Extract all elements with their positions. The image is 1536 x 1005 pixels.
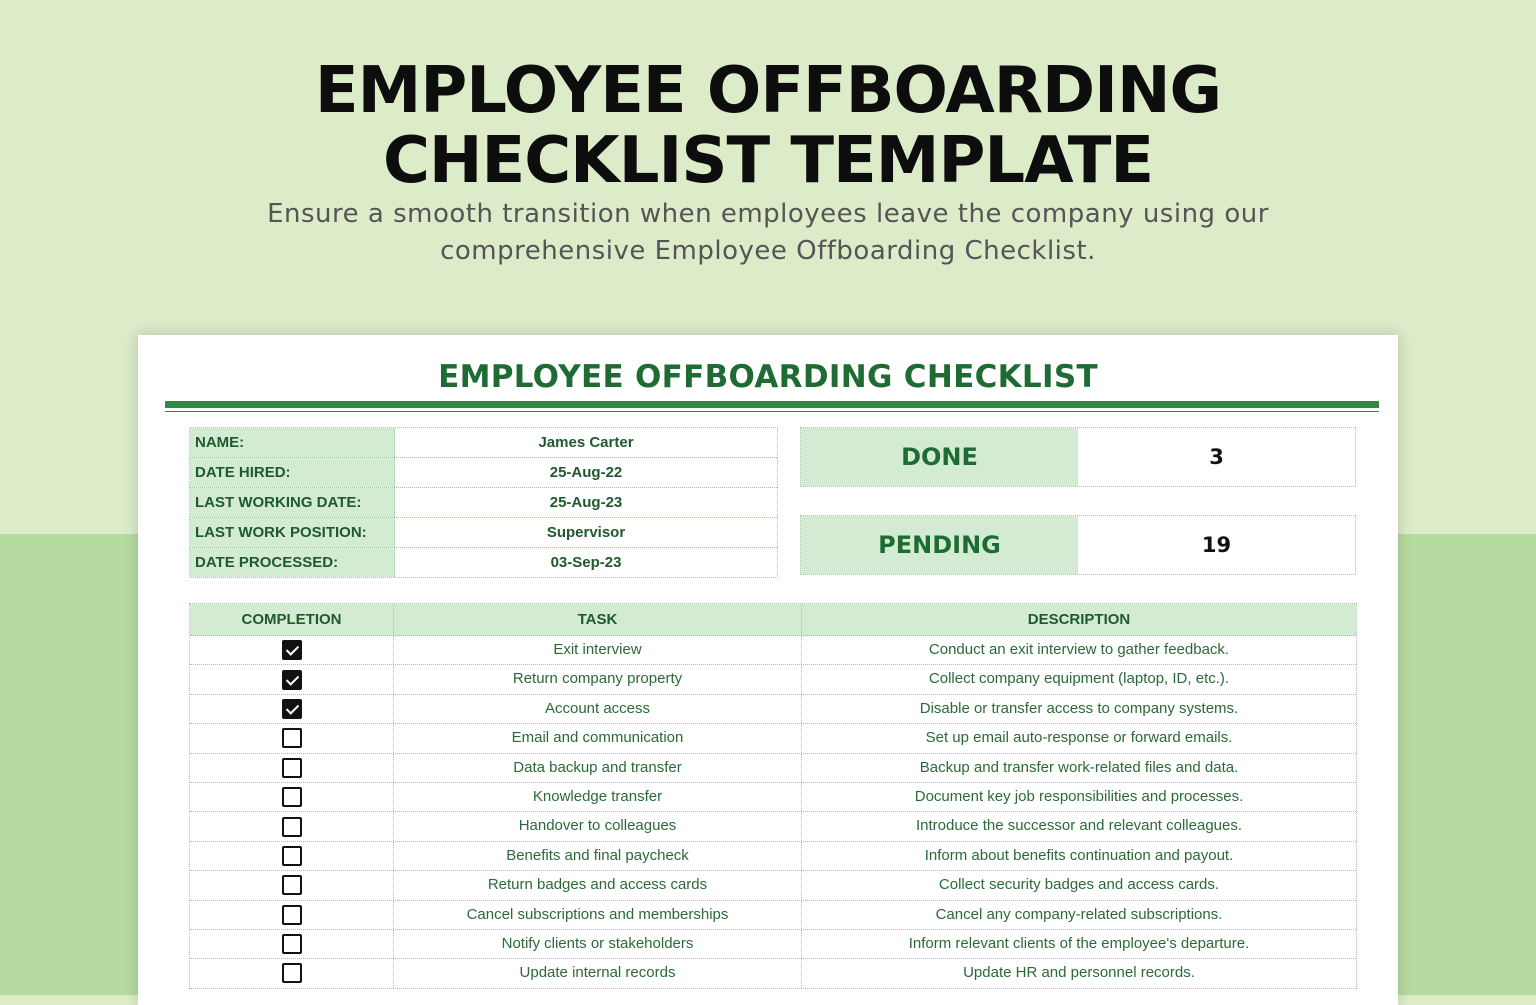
- description-cell[interactable]: Conduct an exit interview to gather feedback.: [928, 641, 1230, 658]
- completion-cell: [190, 695, 394, 723]
- employee-info-table: [189, 427, 778, 578]
- info-value[interactable]: 25-Aug-23: [549, 494, 623, 511]
- completion-cell: [190, 665, 394, 693]
- table-row: [190, 901, 1356, 930]
- checkbox-unchecked[interactable]: [282, 758, 302, 778]
- title-divider: [165, 401, 1379, 408]
- column-header-completion: COMPLETION: [190, 604, 394, 635]
- info-row-date-processed: [190, 548, 777, 577]
- completion-cell: [190, 754, 394, 782]
- info-row-date-hired: [190, 458, 777, 488]
- task-cell[interactable]: Update internal records: [394, 959, 802, 987]
- completion-cell: [190, 636, 394, 664]
- checklist-sheet: [138, 335, 1398, 1005]
- task-cell[interactable]: Email and communication: [394, 724, 802, 752]
- description-cell[interactable]: Disable or transfer access to company systems.: [919, 699, 1239, 717]
- description-cell[interactable]: Cancel any company-related subscriptions.: [935, 905, 1223, 923]
- checkbox-unchecked[interactable]: [282, 728, 302, 748]
- description-cell[interactable]: Document key job responsibilities and processes.: [914, 787, 1244, 805]
- page-subtitle: [0, 196, 1536, 270]
- description-cell[interactable]: Set up email auto-response or forward emails.: [925, 729, 1233, 747]
- info-value[interactable]: 25-Aug-22: [549, 464, 623, 481]
- table-row: [190, 930, 1356, 959]
- description-cell[interactable]: Update HR and personnel records.: [963, 964, 1195, 982]
- completion-cell: [190, 930, 394, 958]
- page-title-line-1: EMPLOYEE OFFBOARDING: [314, 54, 1222, 128]
- task-cell[interactable]: Knowledge transfer: [394, 783, 802, 811]
- checkbox-unchecked[interactable]: [282, 905, 302, 925]
- table-row: [190, 959, 1356, 988]
- task-cell[interactable]: Benefits and final paycheck: [394, 842, 802, 870]
- info-value[interactable]: 03-Sep-23: [550, 554, 622, 571]
- info-label: LAST WORKING DATE:: [190, 488, 395, 517]
- task-cell[interactable]: Return badges and access cards: [394, 871, 802, 899]
- description-cell[interactable]: Inform about benefits continuation and payout.: [924, 846, 1234, 864]
- table-header: [190, 604, 1356, 636]
- completion-cell: [190, 783, 394, 811]
- checkbox-unchecked[interactable]: [282, 817, 302, 837]
- info-row-last-work-position: [190, 518, 777, 548]
- table-body: [190, 636, 1356, 989]
- done-count: 3: [1209, 445, 1224, 469]
- table-row: [190, 842, 1356, 871]
- table-row: [190, 783, 1356, 812]
- info-label: DATE PROCESSED:: [190, 548, 395, 577]
- table-row: [190, 724, 1356, 753]
- table-row: [190, 636, 1356, 665]
- info-value[interactable]: Supervisor: [546, 524, 626, 541]
- completion-cell: [190, 724, 394, 752]
- page-title-line-2: CHECKLIST TEMPLATE: [382, 124, 1154, 198]
- completion-cell: [190, 842, 394, 870]
- completion-cell: [190, 871, 394, 899]
- task-cell[interactable]: Handover to colleagues: [394, 812, 802, 840]
- task-cell[interactable]: Notify clients or stakeholders: [394, 930, 802, 958]
- checkbox-unchecked[interactable]: [282, 875, 302, 895]
- pending-count: 19: [1201, 533, 1232, 557]
- checkbox-unchecked[interactable]: [282, 787, 302, 807]
- table-row: [190, 871, 1356, 900]
- checkbox-checked[interactable]: [282, 670, 302, 690]
- page-title: [0, 56, 1536, 196]
- info-row-last-working-date: [190, 488, 777, 518]
- column-header-task: TASK: [394, 604, 802, 635]
- table-row: [190, 754, 1356, 783]
- pending-label: PENDING: [801, 516, 1078, 574]
- done-summary: [800, 427, 1356, 487]
- description-cell[interactable]: Collect security badges and access cards.: [938, 876, 1220, 894]
- table-row: [190, 695, 1356, 724]
- checkbox-unchecked[interactable]: [282, 963, 302, 983]
- checkbox-unchecked[interactable]: [282, 846, 302, 866]
- checkbox-checked[interactable]: [282, 699, 302, 719]
- title-divider-thin: [165, 411, 1379, 412]
- task-cell[interactable]: Data backup and transfer: [394, 754, 802, 782]
- table-row: [190, 812, 1356, 841]
- description-cell[interactable]: Backup and transfer work-related files and data.: [919, 758, 1239, 776]
- task-cell[interactable]: Account access: [394, 695, 802, 723]
- task-cell[interactable]: Exit interview: [394, 636, 802, 664]
- description-cell[interactable]: Collect company equipment (laptop, ID, etc.).: [928, 670, 1230, 688]
- page-subtitle-line-1: Ensure a smooth transition when employees leave the company using our: [267, 199, 1269, 229]
- task-checklist-table: [189, 603, 1357, 989]
- completion-cell: [190, 812, 394, 840]
- sheet-title: EMPLOYEE OFFBOARDING CHECKLIST: [438, 359, 1098, 395]
- task-cell[interactable]: Cancel subscriptions and memberships: [394, 901, 802, 929]
- info-label: DATE HIRED:: [190, 458, 395, 487]
- description-cell[interactable]: Introduce the successor and relevant colleagues.: [915, 817, 1243, 835]
- info-value[interactable]: James Carter: [538, 434, 634, 451]
- column-header-description: DESCRIPTION: [1027, 611, 1131, 628]
- pending-summary: [800, 515, 1356, 575]
- completion-cell: [190, 901, 394, 929]
- page-subtitle-line-2: comprehensive Employee Offboarding Checklist.: [440, 236, 1096, 266]
- done-label: DONE: [801, 428, 1078, 486]
- info-label: LAST WORK POSITION:: [190, 518, 395, 547]
- table-row: [190, 665, 1356, 694]
- info-row-name: [190, 428, 777, 458]
- task-cell[interactable]: Return company property: [394, 665, 802, 693]
- checkbox-checked[interactable]: [282, 640, 302, 660]
- completion-cell: [190, 959, 394, 987]
- checkbox-unchecked[interactable]: [282, 934, 302, 954]
- description-cell[interactable]: Inform relevant clients of the employee's departure.: [908, 934, 1250, 952]
- info-label: NAME:: [190, 428, 395, 457]
